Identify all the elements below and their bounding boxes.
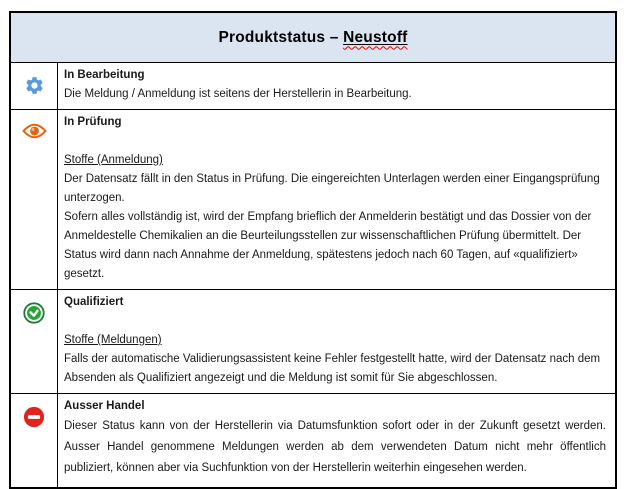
row-paragraph: Der Datensatz fällt in den Status in Prüfung. Die eingereichten Unterlagen werden einer Eingangsprüfung unterzogen. <box>64 173 600 204</box>
row-paragraph: Sofern alles vollständig ist, wird der Empfang brieflich der Anmelderin bestätigt und das Dossier von der Anmeldestelle Chemikalien an die Beurteilungsstellen zur wissenschaftlichen Prüfung übermittelt. Der Status wird dann nach Annahme der Anmeldung, spätestens jedoch nach 60 Tagen, auf «qualifiziert» gesetzt. <box>64 211 592 280</box>
row-title: Ausser Handel <box>64 400 145 412</box>
eye-icon <box>22 122 47 140</box>
row-title: Qualifiziert <box>64 296 124 308</box>
page-title <box>218 29 407 47</box>
page-title-prefix: Produktstatus – <box>218 28 344 46</box>
status-row-ausser-handel <box>11 394 615 487</box>
status-row-in-bearbeitung <box>11 63 615 110</box>
row-title: In Bearbeitung <box>64 69 145 81</box>
row-subheading: Stoffe (Anmeldung) <box>64 154 163 166</box>
row-title: In Prüfung <box>64 116 122 128</box>
no-entry-icon <box>23 406 45 428</box>
product-status-table <box>9 11 617 489</box>
status-row-in-pruefung <box>11 110 615 290</box>
row-paragraph: Die Meldung / Anmeldung ist seitens der Herstellerin in Bearbeitung. <box>64 88 412 100</box>
status-row-qualifiziert <box>11 290 615 394</box>
gear-icon <box>24 75 45 96</box>
page-title-misspelled-word: Neustoff <box>343 28 408 46</box>
table-header <box>11 13 615 63</box>
row-subheading: Stoffe (Meldungen) <box>64 334 162 346</box>
row-paragraph: Falls der automatische Validierungsassistent keine Fehler festgestellt hatte, wird der Datensatz nach dem Absenden als Qualifiziert angezeigt und die Meldung ist somit für Sie abgeschlossen. <box>64 353 601 384</box>
check-circle-icon <box>23 302 45 324</box>
row-paragraph: Dieser Status kann von der Herstellerin via Datumsfunktion sofort oder in der Zukunft gesetzt werden. Ausser Handel genommene Meldungen werden ab dem verwendeten Datum nicht mehr öffentlich publiziert, können aber via Suchfunktion von der Herstellerin weiterhin eingesehen werden. <box>64 420 606 474</box>
